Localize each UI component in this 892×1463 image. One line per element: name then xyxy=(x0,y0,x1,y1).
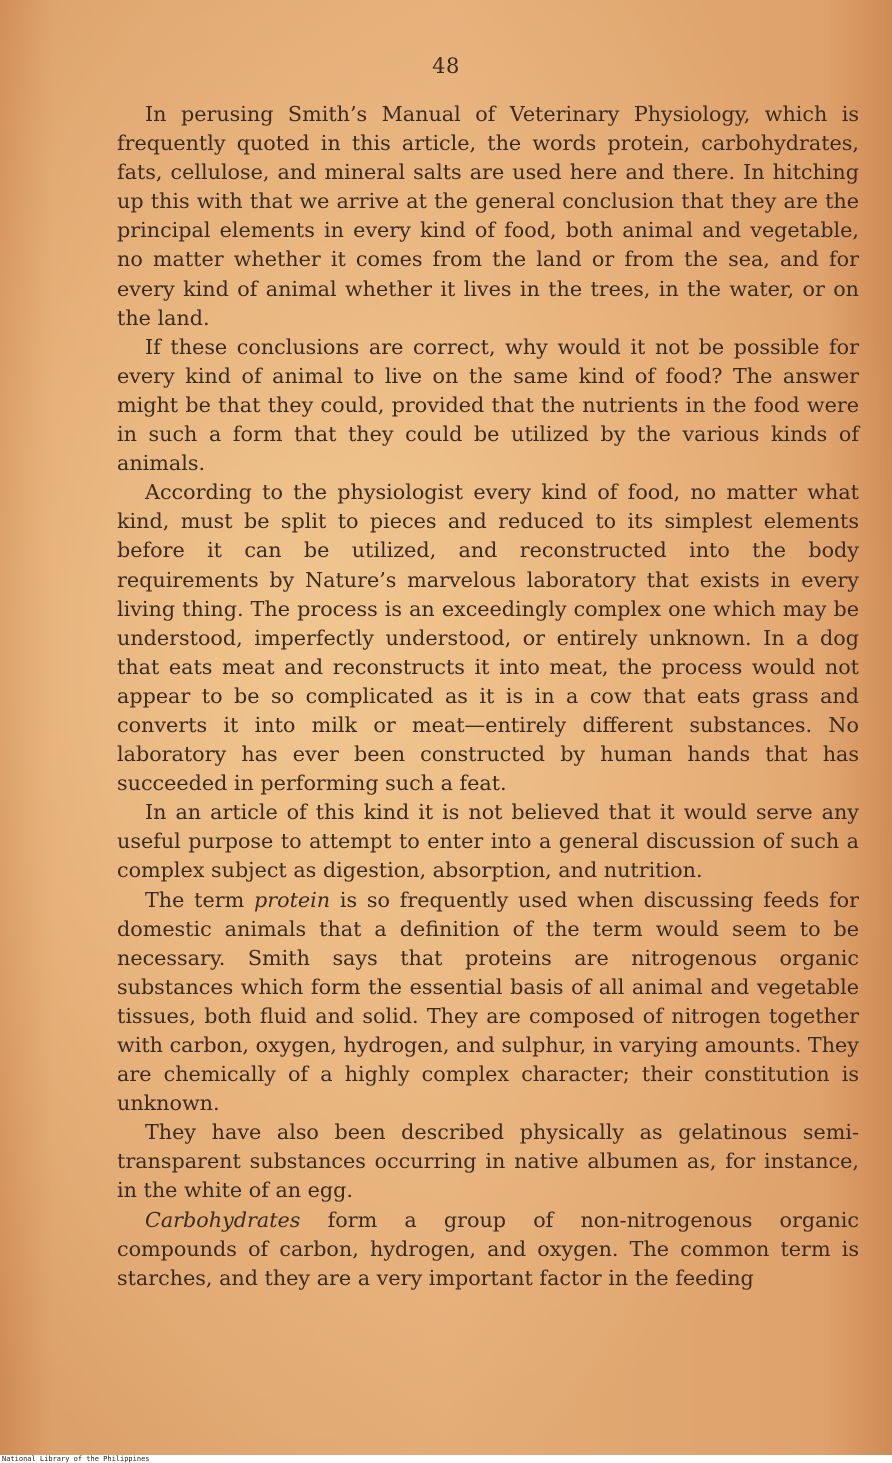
paragraph-protein-definition xyxy=(117,886,859,1119)
paragraph-conclusions xyxy=(117,333,859,478)
paragraph-protein-physical xyxy=(117,1118,859,1205)
paragraph-article-scope xyxy=(117,798,859,885)
term-carbohydrates: Carbohydrates xyxy=(145,1207,301,1232)
paragraph-carbohydrates xyxy=(117,1206,859,1293)
term-protein: protein xyxy=(254,887,331,912)
paragraph-text: In perusing Smith’s Manual of Veterinary Physiology, which is frequently quoted in this article, the words protein, carbohydrates, fats, cellulose, and mineral salts are used here and there. In hitching up this with that we arrive at the general conclusion that they are the principal elements in every kind of food, both animal and vegetable, no matter whether it comes from the land or from the sea, and for every kind of animal whether it lives in the trees, in the water, or on the land. xyxy=(117,102,859,330)
paragraph-text: form a group of non-nitrogenous organic compounds of carbon, hydrogen, and oxygen. The common term is starches, and they are a very important factor in the feeding xyxy=(117,1207,859,1290)
paragraph-text: is so frequently used when discussing feeds for domestic animals that a definition of the term would seem to be necessary. Smith says that proteins are nitrogenous organic substances which form the essential basis of all animal and vegetable tissues, both fluid and solid. They are composed of nitrogen together with carbon, oxygen, hydrogen, and sulphur, in varying amounts. They are chemically of a highly complex character; their constitution is unknown. xyxy=(117,887,859,1116)
paragraph-text: They have also been described physically as gelatinous semi-transparent substances occurring in native albumen as, for instance, in the white of an egg. xyxy=(117,1120,859,1203)
article-body xyxy=(117,100,859,1293)
paragraph-text: According to the physiologist every kind of food, no matter what kind, must be split to pieces and reduced to its simplest elements before it can be utilized, and reconstructed into the body requirements by Nature’s marvelous laboratory that exists in every living thing. The process is an exceedingly complex one which may be understood, imperfectly understood, or entirely unknown. In a dog that eats meat and reconstructs it into meat, the process would not appear to be so complicated as it is in a cow that eats grass and converts it into milk or meat—entirely different substances. No laboratory has ever been constructed by human hands that has succeeded in performing such a feat. xyxy=(117,480,859,796)
paragraph-text: In an article of this kind it is not believed that it would serve any useful purpose to attempt to enter into a general discussion of such a complex subject as digestion, absorption, and nutrition. xyxy=(117,800,859,883)
paragraph-text: The term xyxy=(145,887,254,912)
library-credit: National Library of the Philippines xyxy=(2,1455,150,1463)
page-number: 48 xyxy=(432,54,460,78)
paragraph-smiths-manual xyxy=(117,100,859,333)
paragraph-text: If these conclusions are correct, why would it not be possible for every kind of animal to live on the same kind of food? The answer might be that they could, provided that the nutrients in the food were in such a form that they could be utilized by the various kinds of animals. xyxy=(117,334,859,476)
paragraph-physiologist xyxy=(117,478,859,798)
